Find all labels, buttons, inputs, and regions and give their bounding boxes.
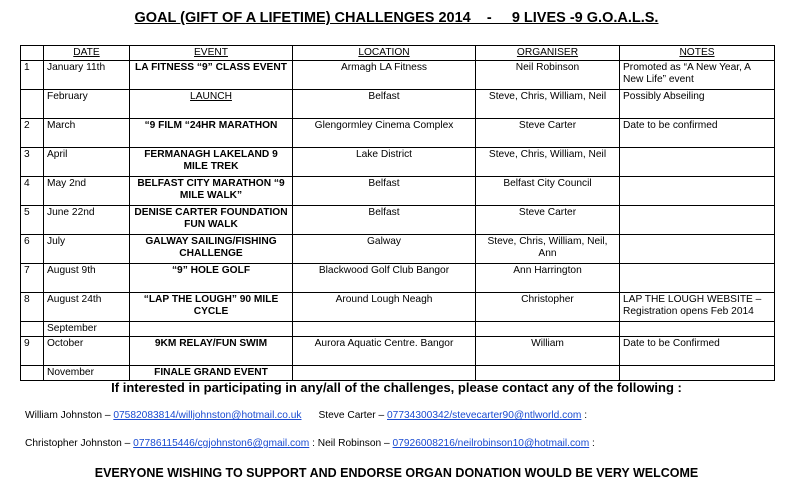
contact-william-link[interactable]: 07582083814/willjohnston@hotmail.co.uk	[113, 410, 302, 421]
table-row	[21, 90, 775, 119]
row-location: Blackwood Golf Club Bangor	[293, 264, 476, 293]
challenges-table	[20, 45, 775, 381]
contact-separator: :	[581, 410, 588, 421]
contact-neil-link[interactable]: 07926008216/neilrobinson10@hotmail.com	[392, 438, 590, 449]
row-event: “9” HOLE GOLF	[130, 264, 293, 293]
row-number: 1	[21, 61, 44, 90]
contact-line-1	[25, 410, 587, 421]
row-location	[293, 366, 476, 381]
row-date: August 9th	[44, 264, 130, 293]
row-event: “9 FILM “24HR MARATHON	[130, 119, 293, 148]
row-location: Aurora Aquatic Centre. Bangor	[293, 337, 476, 366]
row-date: October	[44, 337, 130, 366]
row-location: Belfast	[293, 90, 476, 119]
row-number: 2	[21, 119, 44, 148]
table-header-row	[21, 46, 775, 61]
row-organiser: Steve, Chris, William, Neil, Ann	[476, 235, 620, 264]
contact-christopher-name: Christopher Johnston –	[25, 438, 134, 449]
header-event: EVENT	[130, 46, 293, 61]
row-number	[21, 366, 44, 381]
row-notes	[620, 366, 775, 381]
header-notes: NOTES	[620, 46, 775, 61]
table-row	[21, 366, 775, 381]
row-date: February	[44, 90, 130, 119]
contact-christopher-link[interactable]: 07786115446/cgjohnston6@gmail.com	[133, 438, 310, 449]
row-organiser: Ann Harrington	[476, 264, 620, 293]
contact-steve-name: Steve Carter –	[318, 410, 388, 421]
row-organiser	[476, 322, 620, 337]
row-notes	[620, 148, 775, 177]
row-date: May 2nd	[44, 177, 130, 206]
row-location: Around Lough Neagh	[293, 293, 476, 322]
row-event: BELFAST CITY MARATHON “9 MILE WALK”	[130, 177, 293, 206]
row-number: 4	[21, 177, 44, 206]
row-number: 7	[21, 264, 44, 293]
table-row	[21, 177, 775, 206]
contact-separator: :	[589, 438, 595, 449]
row-location	[293, 322, 476, 337]
row-notes	[620, 206, 775, 235]
row-organiser: Steve Carter	[476, 206, 620, 235]
row-date: September	[44, 322, 130, 337]
footer-message: EVERYONE WISHING TO SUPPORT AND ENDORSE ORGAN DONATION WOULD BE VERY WELCOME	[94, 466, 699, 480]
row-number: 3	[21, 148, 44, 177]
header-organiser: ORGANISER	[476, 46, 620, 61]
table-row	[21, 119, 775, 148]
table-row	[21, 235, 775, 264]
row-notes: Possibly Abseiling	[620, 90, 775, 119]
row-event: “LAP THE LOUGH” 90 MILE CYCLE	[130, 293, 293, 322]
row-number: 6	[21, 235, 44, 264]
table-row	[21, 264, 775, 293]
row-event: LA FITNESS “9” CLASS EVENT	[130, 61, 293, 90]
row-organiser	[476, 366, 620, 381]
contact-line-2	[25, 438, 595, 449]
row-notes: Promoted as “A New Year, A New Life” event	[620, 61, 775, 90]
header-num	[21, 46, 44, 61]
row-location: Belfast	[293, 177, 476, 206]
row-number: 8	[21, 293, 44, 322]
row-location: Galway	[293, 235, 476, 264]
header-location: LOCATION	[293, 46, 476, 61]
row-number: 5	[21, 206, 44, 235]
table-row	[21, 206, 775, 235]
row-notes	[620, 235, 775, 264]
row-organiser: Steve Carter	[476, 119, 620, 148]
row-organiser: William	[476, 337, 620, 366]
row-organiser: Belfast City Council	[476, 177, 620, 206]
row-date: August 24th	[44, 293, 130, 322]
table-row	[21, 322, 775, 337]
row-event: FERMANAGH LAKELAND 9 MILE TREK	[130, 148, 293, 177]
contact-william-name: William Johnston –	[25, 410, 114, 421]
table-row	[21, 61, 775, 90]
table-row	[21, 148, 775, 177]
row-location: Lake District	[293, 148, 476, 177]
row-date: November	[44, 366, 130, 381]
row-event: FINALE GRAND EVENT	[130, 366, 293, 381]
row-organiser: Steve, Chris, William, Neil	[476, 90, 620, 119]
row-event: GALWAY SAILING/FISHING CHALLENGE	[130, 235, 293, 264]
row-event: 9KM RELAY/FUN SWIM	[130, 337, 293, 366]
row-event: DENISE CARTER FOUNDATION FUN WALK	[130, 206, 293, 235]
document-title: GOAL (GIFT OF A LIFETIME) CHALLENGES 2014 - 9 LIVES -9 G.O.A.L.S.	[134, 10, 659, 26]
row-notes	[620, 177, 775, 206]
table-row	[21, 337, 775, 366]
row-date: June 22nd	[44, 206, 130, 235]
contact-steve-link[interactable]: 07734300342/stevecarter90@ntlworld.com	[387, 410, 582, 421]
row-number	[21, 322, 44, 337]
contact-neil-name: : Neil Robinson –	[309, 438, 393, 449]
contact-heading: If interested in participating in any/all of the challenges, please contact any of the following :	[111, 380, 682, 395]
row-notes: Date to be confirmed	[620, 119, 775, 148]
row-event: LAUNCH	[190, 91, 232, 102]
header-date: DATE	[44, 46, 130, 61]
row-notes	[620, 322, 775, 337]
row-date: April	[44, 148, 130, 177]
row-date: January 11th	[44, 61, 130, 90]
row-location: Armagh LA Fitness	[293, 61, 476, 90]
row-event	[130, 322, 293, 337]
row-number: 9	[21, 337, 44, 366]
table-row	[21, 293, 775, 322]
row-date: July	[44, 235, 130, 264]
row-number	[21, 90, 44, 119]
row-organiser: Christopher	[476, 293, 620, 322]
row-organiser: Steve, Chris, William, Neil	[476, 148, 620, 177]
row-organiser: Neil Robinson	[476, 61, 620, 90]
row-date: March	[44, 119, 130, 148]
row-notes: LAP THE LOUGH WEBSITE – Registration opens Feb 2014	[620, 293, 775, 322]
row-location: Glengormley Cinema Complex	[293, 119, 476, 148]
row-notes	[620, 264, 775, 293]
row-location: Belfast	[293, 206, 476, 235]
row-notes: Date to be Confirmed	[620, 337, 775, 366]
